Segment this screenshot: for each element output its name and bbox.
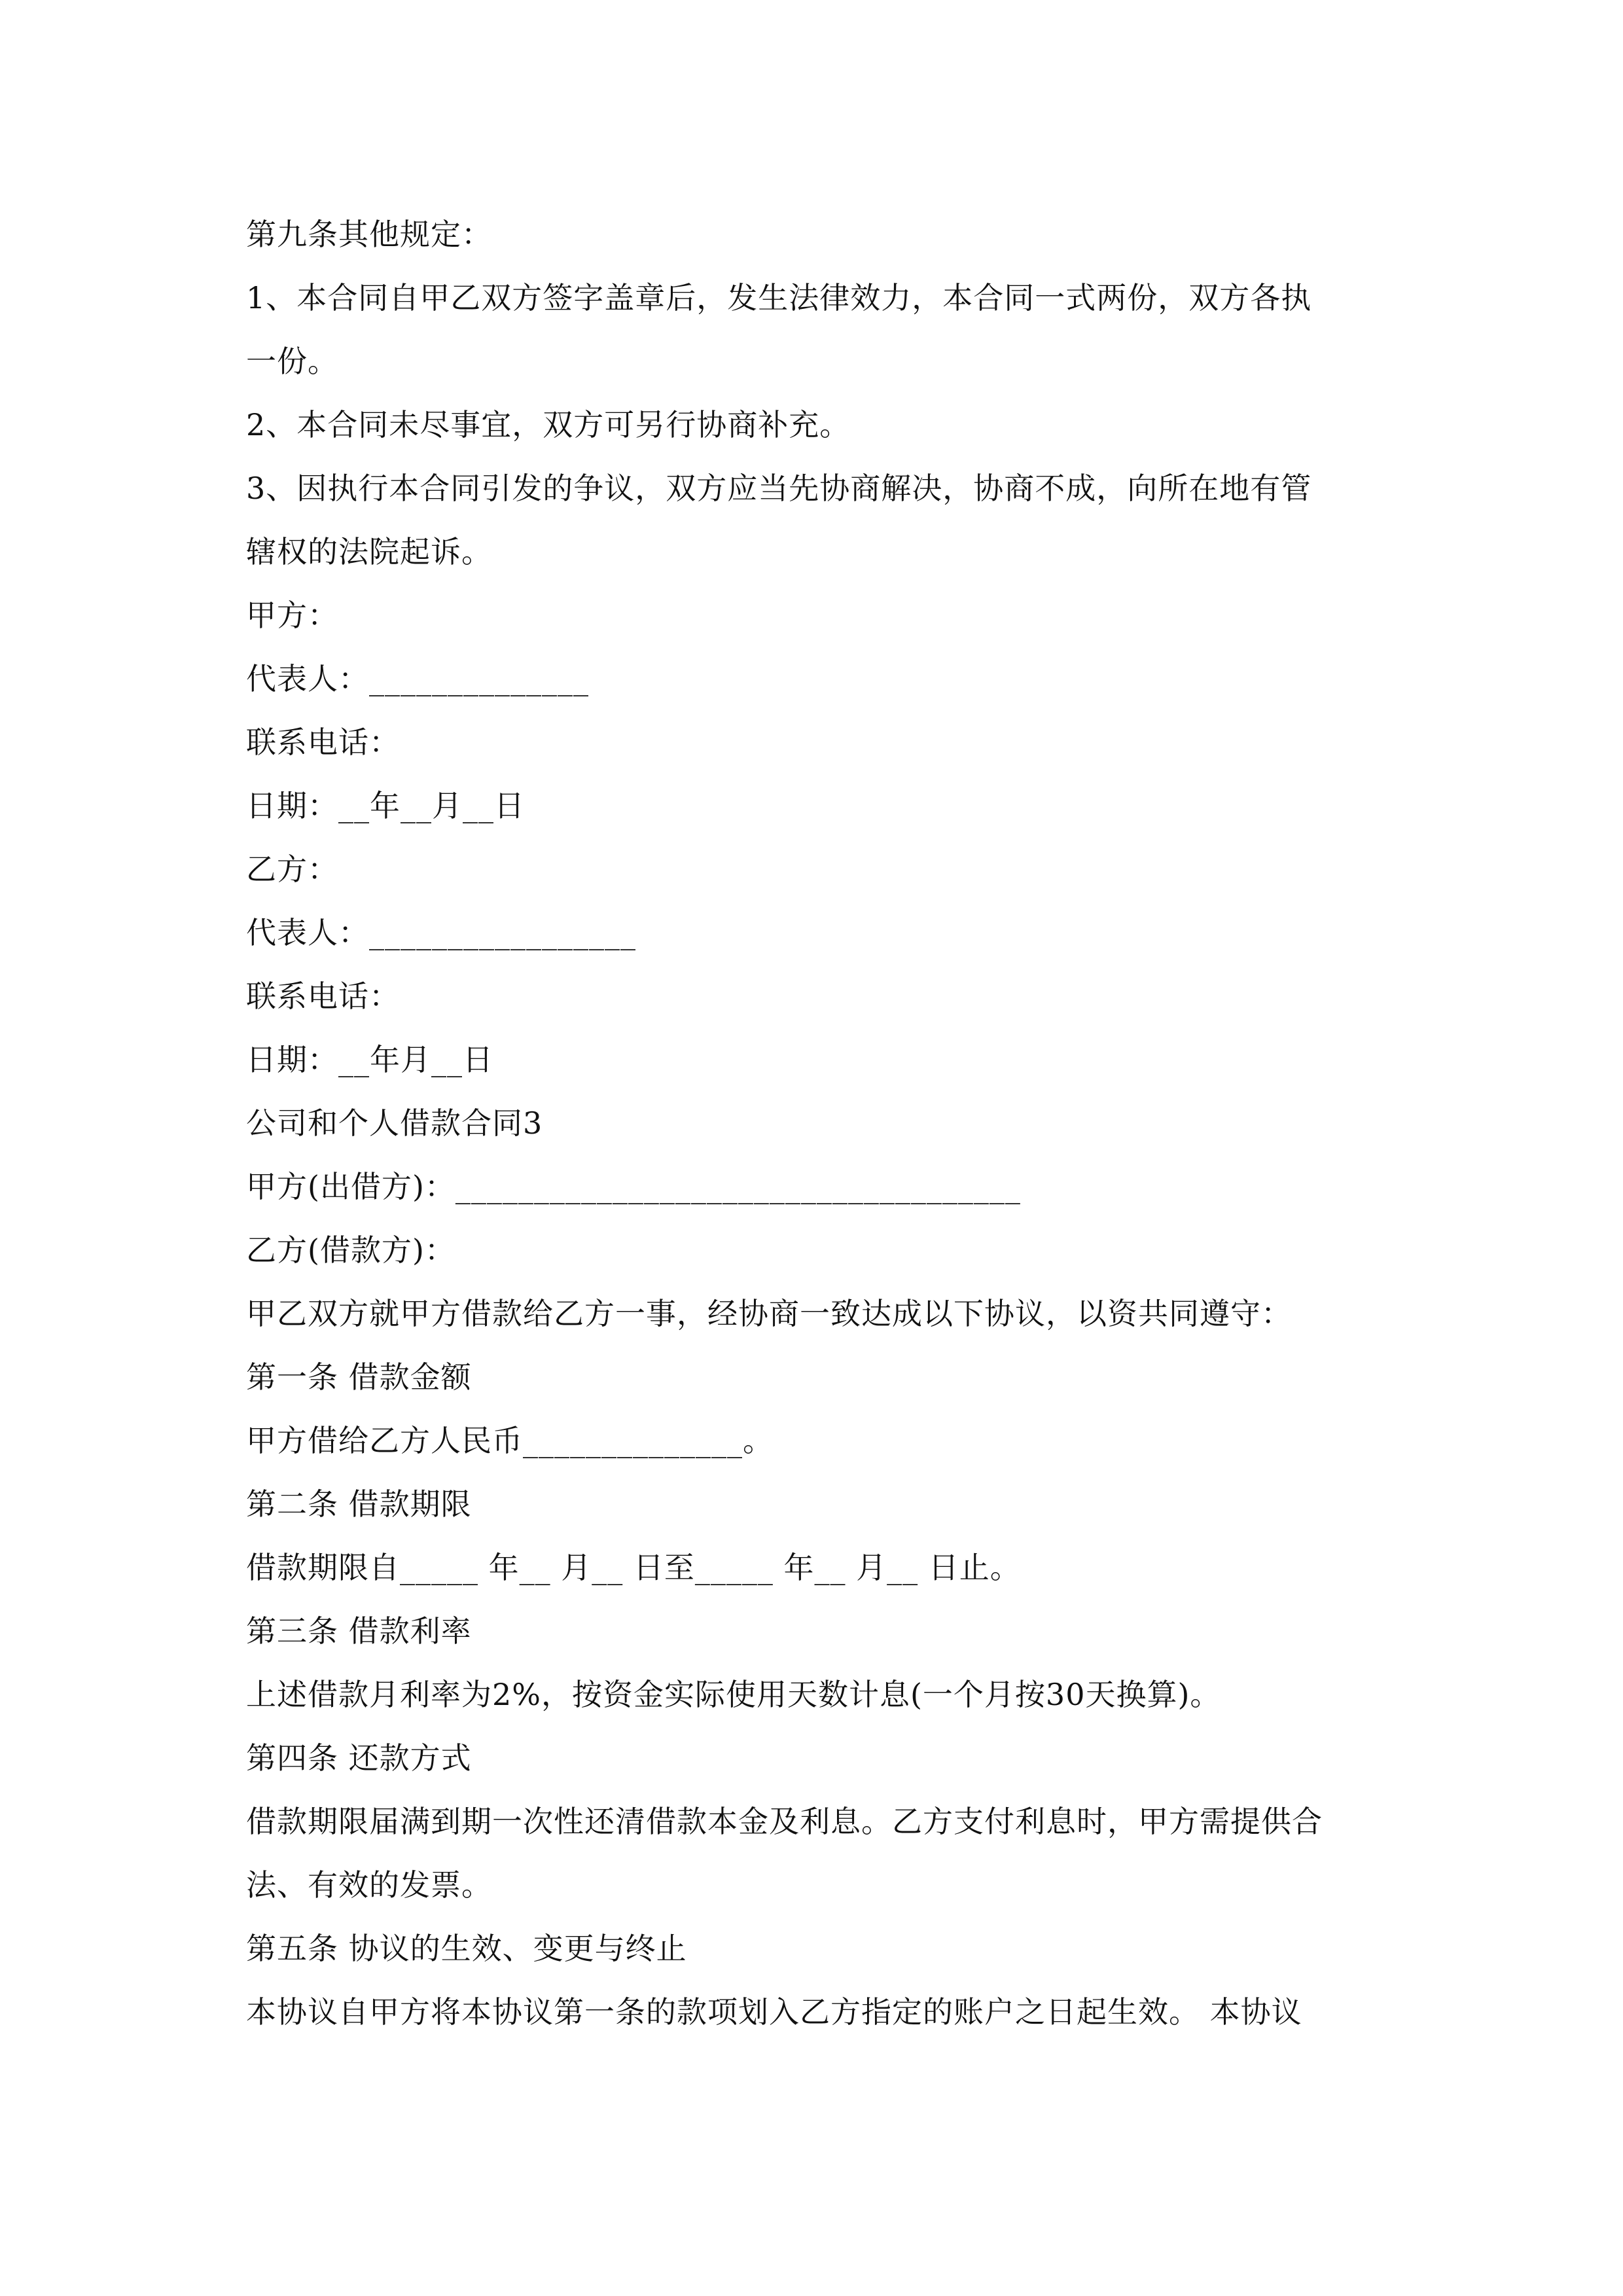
- party-a-representative: 代表人：______________: [246, 661, 589, 696]
- party-b-phone: 联系电话：: [246, 978, 400, 1014]
- party-a-label: 甲方：: [246, 598, 338, 633]
- party-b-label: 乙方：: [246, 852, 338, 887]
- clause-nine-item-3: 3、因执行本合同引发的争议，双方应当先协商解决，协商不成，向所在地有管: [246, 471, 1312, 506]
- article-one-heading: 第一条 借款金额: [246, 1359, 472, 1395]
- party-a-phone: 联系电话：: [246, 725, 400, 760]
- article-two-body: 借款期限自_____ 年__ 月__ 日至_____ 年__ 月__ 日止。: [246, 1550, 1021, 1585]
- clause-nine-item-1: 1、本合同自甲乙双方签字盖章后，发生法律效力，本合同一式两份，双方各执: [246, 280, 1312, 315]
- article-four-body: 借款期限届满到期一次性还清借款本金及利息。乙方支付利息时，甲方需提供合: [246, 1804, 1323, 1839]
- clause-nine-item-3-cont: 辖权的法院起诉。: [246, 534, 492, 569]
- contract-3-title: 公司和个人借款合同3: [246, 1105, 543, 1141]
- clause-nine-item-1-cont: 一份。: [246, 344, 338, 379]
- party-b-representative: 代表人：_________________: [246, 915, 636, 950]
- lender-line: 甲方(出借方)：____________________________________: [246, 1169, 1021, 1204]
- article-five-body: 本协议自甲方将本协议第一条的款项划入乙方指定的账户之日起生效。 本协议: [246, 1994, 1302, 2030]
- party-b-date: 日期：__年月__日: [246, 1042, 493, 1077]
- article-three-body: 上述借款月利率为2%，按资金实际使用天数计息(一个月按30天换算)。: [246, 1677, 1221, 1712]
- article-three-heading: 第三条 借款利率: [246, 1613, 472, 1649]
- article-four-heading: 第四条 还款方式: [246, 1740, 472, 1776]
- article-two-heading: 第二条 借款期限: [246, 1486, 472, 1522]
- clause-nine-item-2: 2、本合同未尽事宜，双方可另行协商补充。: [246, 407, 851, 442]
- article-five-heading: 第五条 协议的生效、变更与终止: [246, 1931, 687, 1966]
- borrower-line: 乙方(借款方)：: [246, 1232, 455, 1268]
- document-body: [246, 203, 1385, 2044]
- party-a-date: 日期：__年__月__日: [246, 788, 525, 823]
- clause-nine-heading: 第九条其他规定：: [246, 217, 492, 252]
- agreement-preamble: 甲乙双方就甲方借款给乙方一事，经协商一致达成以下协议，以资共同遵守：: [246, 1296, 1292, 1331]
- article-four-body-cont: 法、有效的发票。: [246, 1867, 492, 1903]
- article-one-body: 甲方借给乙方人民币______________。: [246, 1423, 774, 1458]
